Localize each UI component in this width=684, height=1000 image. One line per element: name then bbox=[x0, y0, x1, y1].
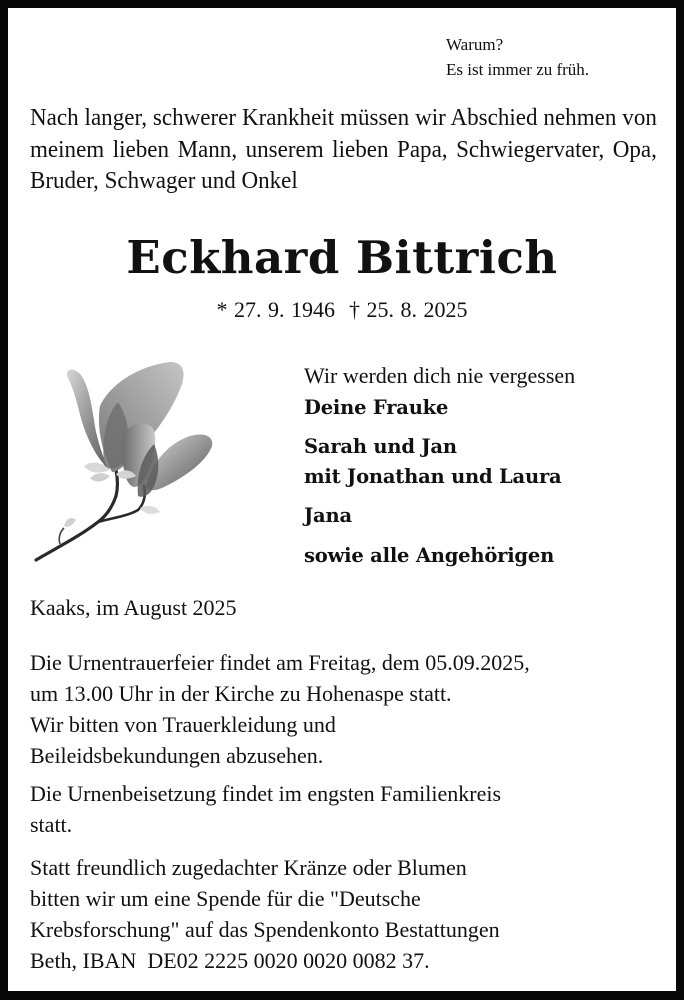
burial-line: statt. bbox=[30, 812, 73, 837]
donation-line: Statt freundlich zugedachter Kränze oder Blumen bbox=[30, 855, 467, 880]
donation-info bbox=[30, 852, 500, 976]
ceremony-line: Beileidsbekundungen abzusehen. bbox=[30, 743, 324, 768]
family-member: Sarah und Jan bbox=[304, 435, 457, 458]
magnolia-flower-image bbox=[20, 348, 220, 568]
family-member: Deine Frauke bbox=[304, 396, 449, 419]
ceremony-line: um 13.00 Uhr in der Kirche zu Hohenaspe statt. bbox=[30, 681, 452, 706]
family-signatures bbox=[304, 360, 575, 572]
donation-line: bitten wir um eine Spende für die "Deutsche bbox=[30, 886, 421, 911]
ceremony-line: Wir bitten von Trauerkleidung und bbox=[30, 712, 336, 737]
family-member: sowie alle Angehörigen bbox=[304, 544, 555, 567]
deceased-name: Eckhard Bittrich bbox=[126, 231, 558, 284]
motto bbox=[446, 32, 589, 82]
donation-line: Krebsforschung" auf das Spendenkonto Bestattungen bbox=[30, 917, 500, 942]
ceremony-line: Die Urnentrauerfeier findet am Freitag, dem 05.09.2025, bbox=[30, 650, 530, 675]
intro-text: Nach langer, schwerer Krankheit müssen wir Abschied nehmen von meinem lieben Mann, unserem lieben Papa, Schwiegervater, Opa, Bruder, Schwager und Onkel bbox=[30, 105, 657, 194]
birth-date: * 27. 9. 1946 bbox=[216, 297, 335, 322]
obituary-notice bbox=[8, 8, 676, 991]
motto-line-2: Es ist immer zu früh. bbox=[446, 60, 590, 79]
family-member: mit Jonathan und Laura bbox=[304, 465, 562, 488]
donation-line: Beth, IBAN DE02 2225 0020 0020 0082 37. bbox=[30, 948, 430, 973]
family-tagline: Wir werden dich nie vergessen bbox=[304, 363, 576, 388]
death-date: † 25. 8. 2025 bbox=[349, 297, 468, 322]
motto-line-1: Warum? bbox=[446, 35, 504, 54]
family-member: Jana bbox=[304, 504, 352, 527]
burial-line: Die Urnenbeisetzung findet im engsten Familienkreis bbox=[30, 781, 502, 806]
burial-info bbox=[30, 778, 501, 840]
ceremony-info bbox=[30, 647, 530, 771]
place-date: Kaaks, im August 2025 bbox=[30, 595, 237, 620]
life-dates bbox=[8, 296, 676, 324]
